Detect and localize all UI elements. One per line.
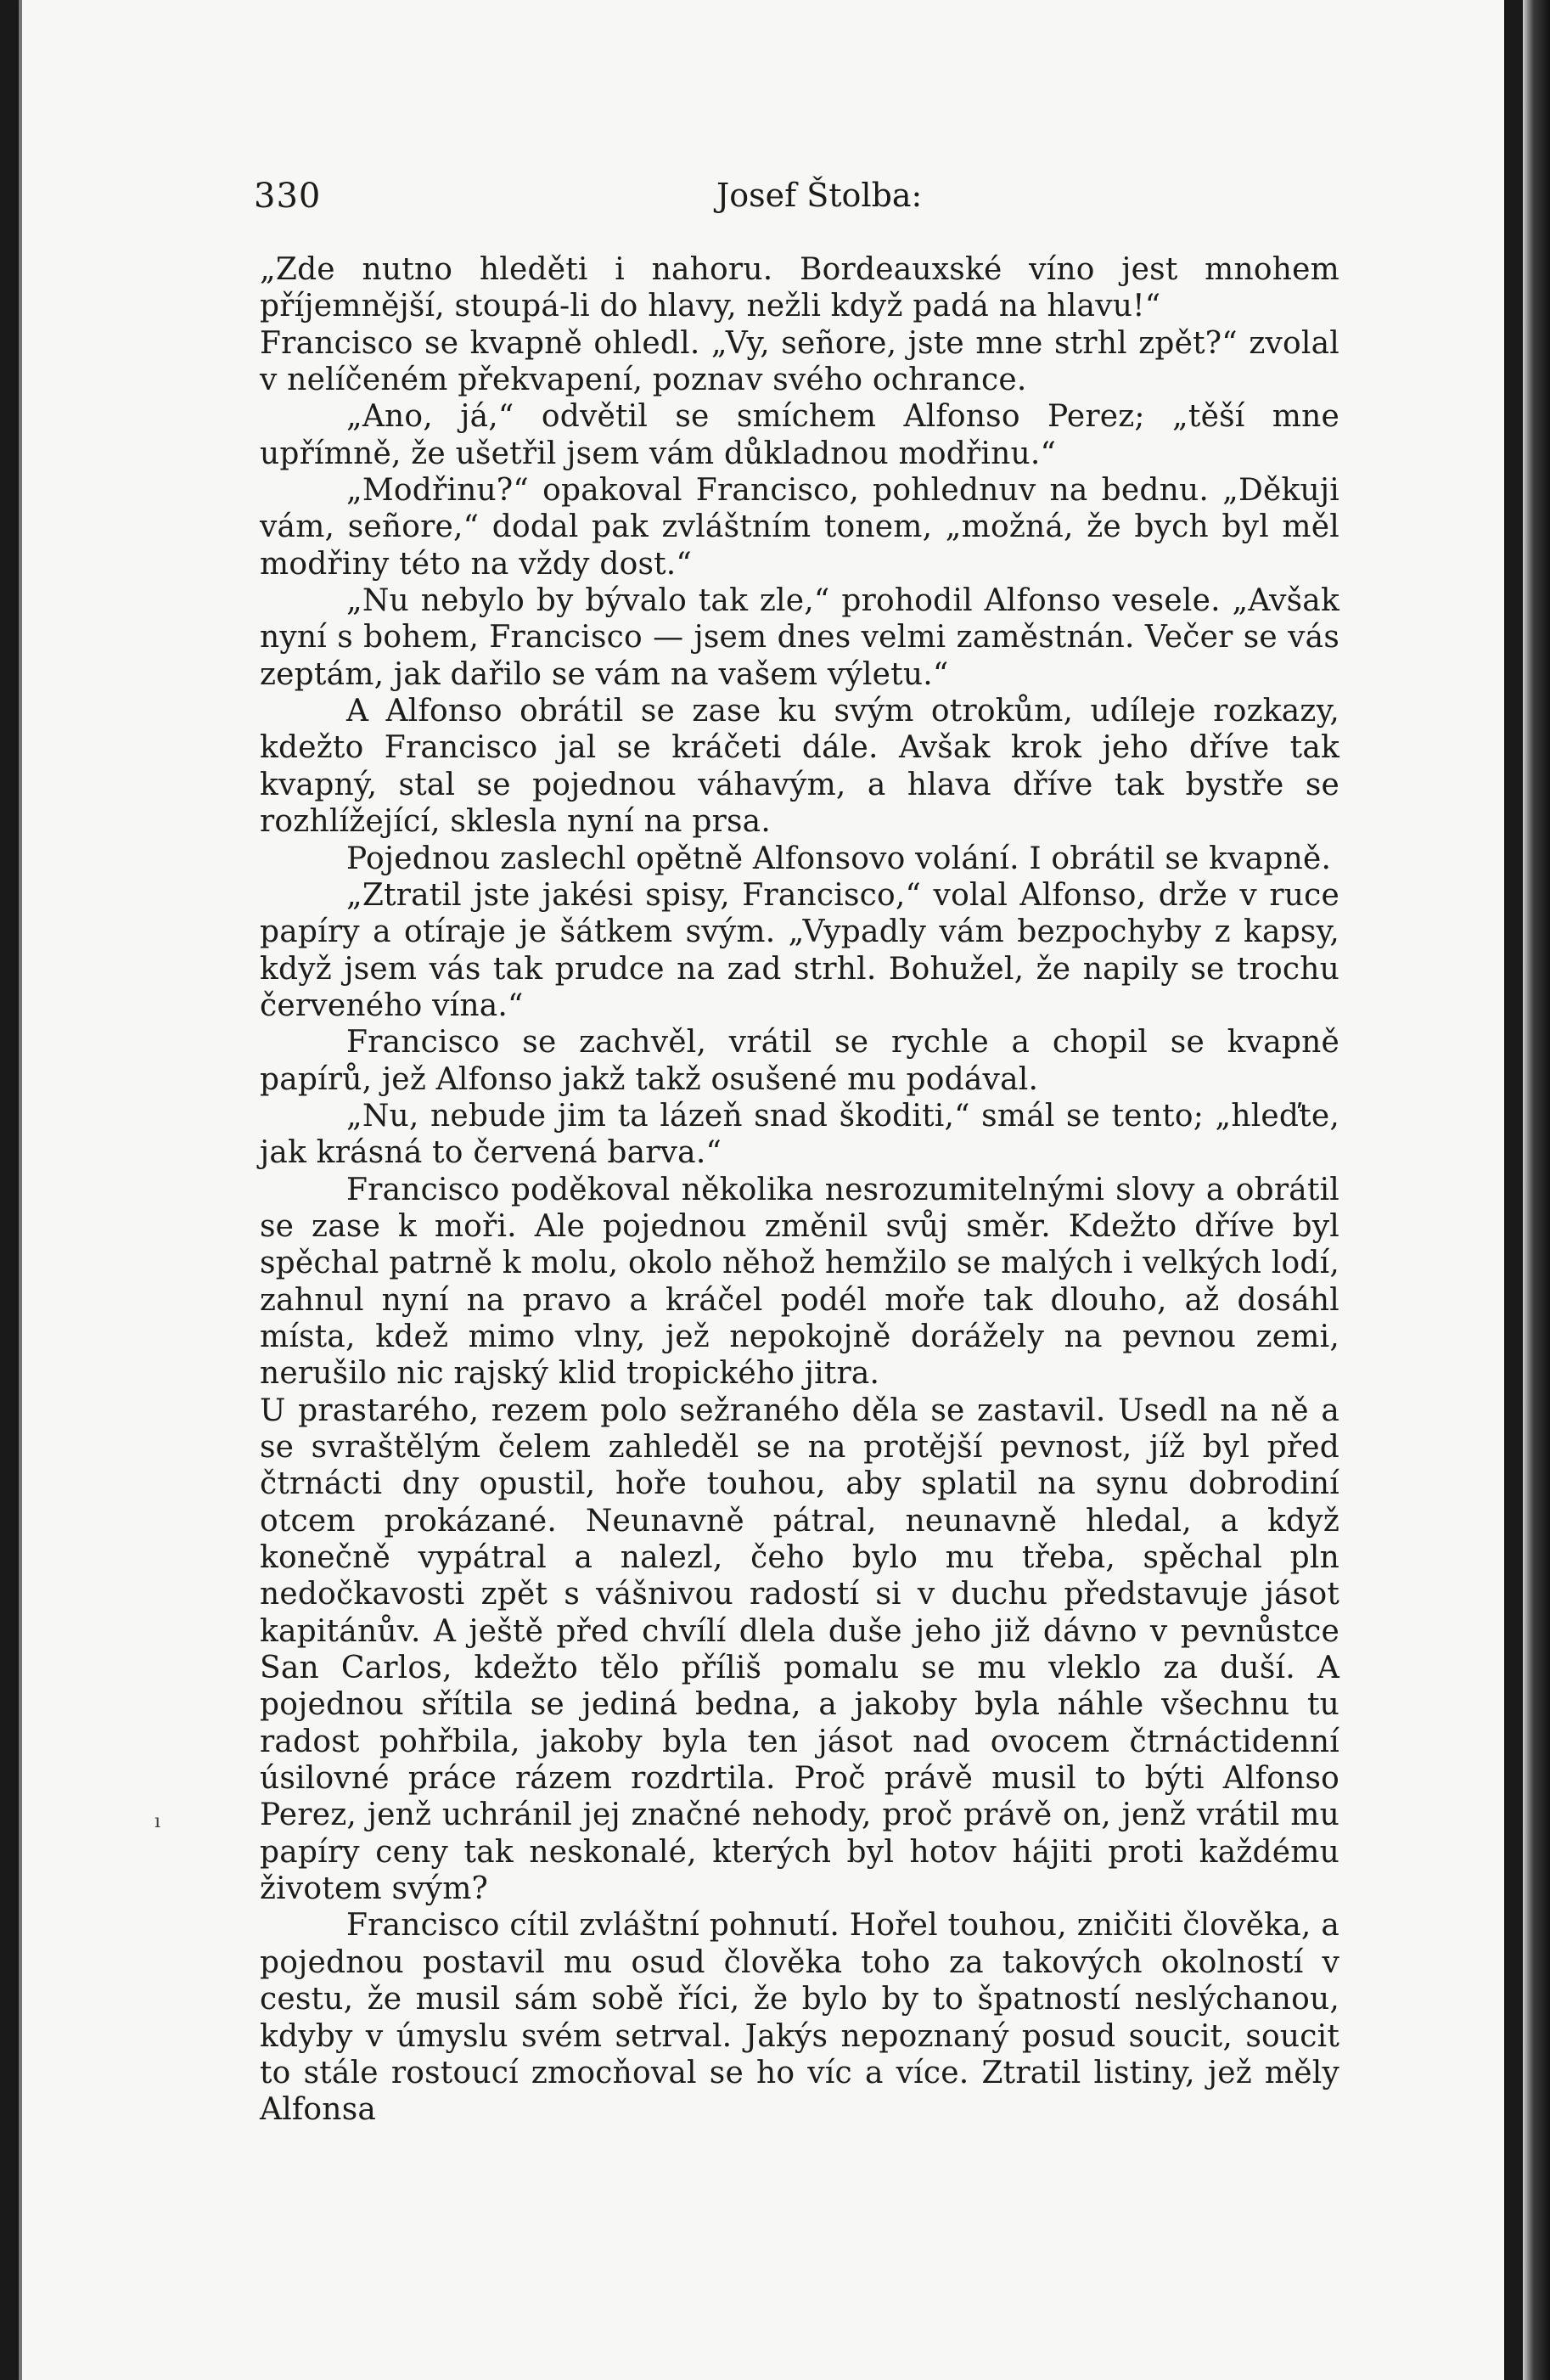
scan-right-edge	[1523, 0, 1550, 2380]
paragraph: „Nu nebylo by bývalo tak zle,“ prohodil Alfonso vesele. „Avšak nyní s bohem, Francisco — jsem dnes velmi zaměstnán. Večer se vás zeptám, jak dařilo se vám na vašem výletu.“	[260, 583, 1339, 692]
paragraph: „Nu, nebude jim ta lázeň snad škoditi,“ smál se tento; „hleďte, jak krásná to červená barva.“	[260, 1098, 1339, 1171]
paragraph: Francisco se kvapně ohledl. „Vy, señore, jste mne strhl zpět?“ zvolal v nelíčeném překvapení, poznav svého ochrance.	[260, 325, 1339, 398]
paragraph: Francisco poděkoval několika nesrozumitelnými slovy a obrátil se zase k moři. Ale pojednou změnil svůj směr. Kdežto dříve byl spěchal patrně k molu, okolo něhož hemžilo se malých i velkých lodí, zahnul nyní na pravo a kráčel podél moře tak dlouho, až dosáhl místa, kdež mimo vlny, jež nepokojně dorážely na pevnou zemi, nerušilo nic rajský klid tropického jitra.	[260, 1172, 1339, 1392]
paragraph: U prastarého, rezem polo sežraného děla se zastavil. Usedl na ně a se svraštělým čelem zahleděl se na protější pevnost, jíž byl před čtrnácti dny opustil, hoře touhou, aby splatil na synu dobrodiní otcem prokázané. Neunavně pátral, neunavně hledal, a když konečně vypátral a nalezl, čeho bylo mu třeba, spěchal pln nedočkavosti zpět s vášnivou radostí si v duchu představuje jásot kapitánův. A ještě před chvílí dlela duše jeho již dávno v pevnůstce San Carlos, kdežto tělo příliš pomalu se mu vleklo za duší. A pojednou sřítila se jediná bedna, a jakoby byla náhle všechnu tu radost pohřbila, jakoby byla ten jásot nad ovocem čtrnáctidenní úsilovné práce rázem rozdrtila. Proč právě musil to býti Alfonso Perez, jenž uchránil jej značné nehody, proč právě on, jenž vrátil mu papíry ceny tak neskonalé, kterých byl hotov hájiti proti každému životem svým?	[260, 1393, 1339, 1907]
paragraph: „Modřinu?“ opakoval Francisco, pohlednuv na bednu. „Děkuji vám, señore,“ dodal pak zvláštním tonem, „možná, že bych byl měl modřiny této na vždy dost.“	[260, 473, 1339, 582]
paragraph: Francisco cítil zvláštní pohnutí. Hořel touhou, zničiti člověka, a pojednou postavil mu osud člověka toho za takových okolností v cestu, že musil sám sobě říci, že bylo by to špatností neslýchanou, kdyby v úmyslu svém setrval. Jakýs nepoznaný posud soucit, soucit to stále rostoucí zmocňoval se ho víc a více. Ztratil listiny, jež měly Alfonsa	[260, 1908, 1339, 2128]
paragraph: Pojednou zaslechl opětně Alfonsovo volání. I obrátil se kvapně.	[346, 841, 1332, 876]
paragraph: „Zde nutno hleděti i nahoru. Bordeauxské víno jest mnohem příjemnější, stoupá-li do hlavy, nežli když padá na hlavu!“	[260, 252, 1339, 324]
paragraph: „Ano, já,“ odvětil se smíchem Alfonso Perez; „těší mne upřímně, že ušetřil jsem vám důkladnou modřinu.“	[260, 399, 1339, 471]
paragraph: „Ztratil jste jakési spisy, Francisco,“ volal Alfonso, drže v ruce papíry a otíraje je šátkem svým. „Vypadly vám bezpochyby z kapsy, když jsem vás tak prudce na zad strhl. Bohužel, že napily se trochu červeného vína.“	[260, 877, 1339, 1023]
running-head: Josef Štolba:	[716, 177, 923, 214]
margin-mark: ı	[154, 1811, 161, 1832]
book-page	[19, 0, 1504, 2380]
page-number: 330	[254, 177, 322, 216]
paragraph: Francisco se zachvěl, vrátil se rychle a chopil se kvapně papírů, jež Alfonso jakž takž osušené mu podával.	[260, 1025, 1339, 1097]
scan-left-edge	[19, 0, 22, 2380]
body-text	[260, 251, 1339, 2129]
paragraph: A Alfonso obrátil se zase ku svým otrokům, udíleje rozkazy, kdežto Francisco jal se kráčeti dále. Avšak krok jeho dříve tak kvapný, stal se pojednou váhavým, a hlava dříve tak bystře se rozhlížející, sklesla nyní na prsa.	[260, 694, 1339, 840]
page-header	[254, 177, 1340, 219]
